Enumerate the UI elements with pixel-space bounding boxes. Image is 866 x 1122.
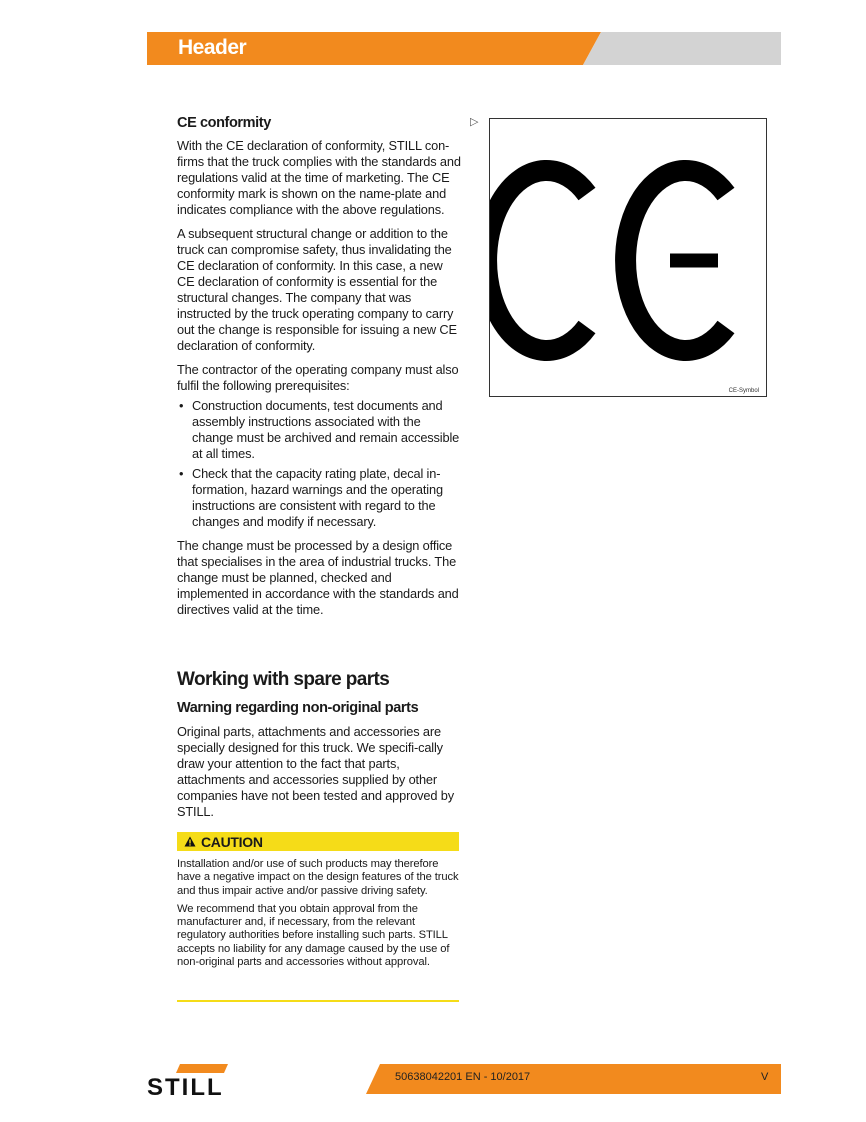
warning-triangle-icon [184, 836, 196, 847]
ce-paragraph-1: With the CE declaration of conformity, STILL con-firms that the truck complies with the standards and regulations valid at the time of marketing. The CE conformity mark is shown on the name-plate and indicates compliance with the above regulations. [177, 138, 461, 217]
list-item: • Construction documents, test documents and assembly instructions associated with the change must be archived and remain accessible at all times. [177, 398, 462, 462]
ce-mark-graphic [490, 119, 766, 396]
figure-caption: CE-Symbol [728, 388, 759, 394]
spare-parts-heading: Working with spare parts [177, 669, 390, 690]
caution-banner [177, 832, 459, 851]
prerequisites-list [177, 398, 462, 530]
triangle-pointer-icon: ▷ [470, 116, 479, 128]
caution-bottom-rule [177, 1000, 459, 1002]
spare-parts-section [177, 669, 462, 820]
page-header-title: Header [178, 36, 247, 59]
caution-label: CAUTION [201, 833, 263, 850]
page-number: V [761, 1071, 769, 1083]
document-number: 50638042201 EN - 10/2017 [395, 1071, 531, 1083]
logo-text: STILL [147, 1074, 224, 1098]
ce-conformity-heading: CE conformity [177, 115, 271, 131]
ce-conformity-section [177, 115, 462, 618]
ce-paragraph-3: The contractor of the operating company must also fulfil the following prerequisites: [177, 362, 459, 393]
caution-body [177, 858, 459, 969]
ce-symbol-figure [489, 118, 767, 397]
list-item: • Check that the capacity rating plate, decal in-formation, hazard warnings and the operating instructions are consistent with regard to the changes and modify if necessary. [177, 466, 462, 530]
ce-paragraph-2: A subsequent structural change or addition to the truck can compromise safety, thus invalidating the CE declaration of conformity. In this case, a new CE declaration of conformity is essential for the structural changes. The company that was instructed by the truck operating company to carry out the change is responsible for issuing a new CE declaration of conformity. [177, 226, 457, 353]
non-original-parts-subheading: Warning regarding non-original parts [177, 700, 419, 716]
caution-text-2: We recommend that you obtain approval from the manufacturer and, if necessary, from the relevant regulatory authorities before installing such parts. STILL accepts no liability for any damage caused by the use of non-original parts and accessories without approval. [177, 902, 450, 969]
still-logo [146, 1062, 266, 1098]
still-logo-graphic [146, 1062, 266, 1098]
ce-closing-paragraph: The change must be processed by a design office that specialises in the area of industrial trucks. The change must be planned, checked and implemented in accordance with the standards and directives valid at the time. [177, 538, 459, 617]
caution-text-1: Installation and/or use of such products may therefore have a negative impact on the design features of the truck and thus impair active and/or passive driving safety. [177, 858, 459, 897]
spare-parts-paragraph: Original parts, attachments and accessories are specially designed for this truck. We specifi-cally draw your attention to the fact that parts, attachments and accessories supplied by other companies have not been tested and approved by STILL. [177, 724, 454, 819]
